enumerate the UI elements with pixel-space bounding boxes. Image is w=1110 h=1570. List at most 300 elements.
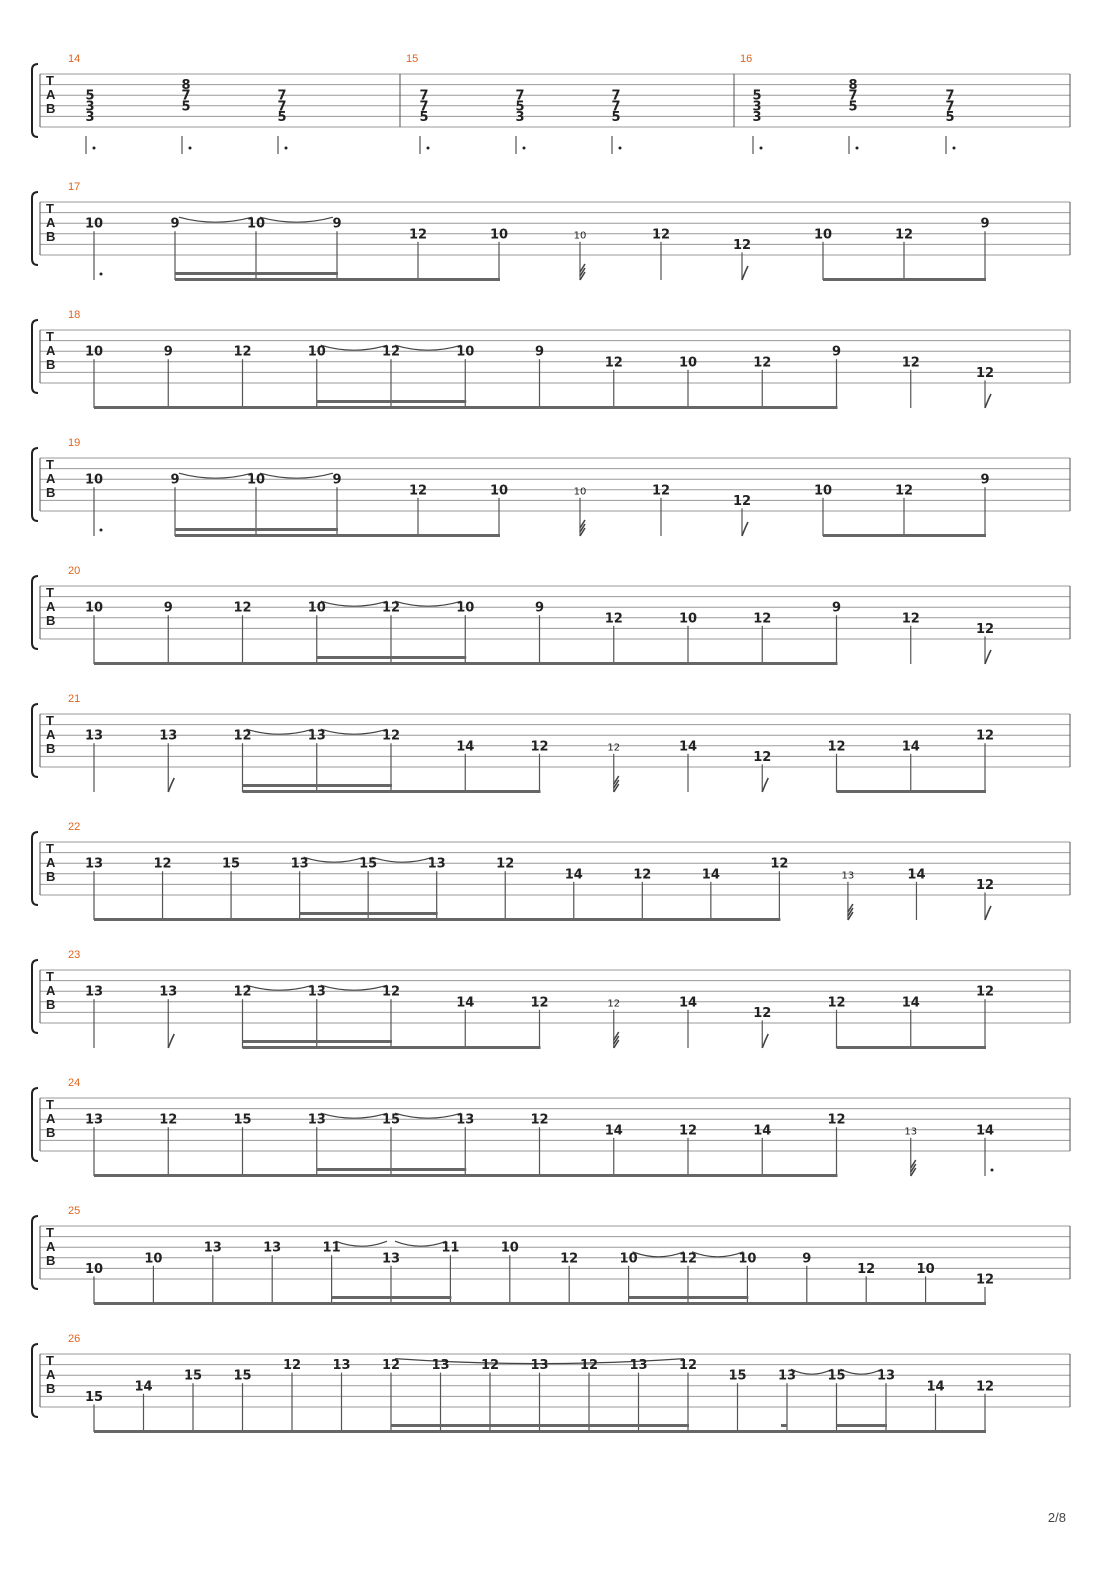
fret-number: 12 <box>827 739 846 755</box>
fret-number: 12 <box>604 355 623 371</box>
system-bracket <box>32 1216 38 1289</box>
beam-primary <box>94 1430 986 1433</box>
fret-number: 14 <box>975 1123 995 1139</box>
tie-arc <box>372 857 433 862</box>
tab-clef-letter: T <box>46 1353 54 1368</box>
measure-number: 20 <box>68 565 81 577</box>
fret-number: 13 <box>431 1358 450 1374</box>
beam-primary <box>243 1046 541 1049</box>
fret-number: 14 <box>456 739 475 755</box>
fret-number: 9 <box>980 216 990 232</box>
measure-number: 22 <box>68 821 81 833</box>
rhythm-dot <box>523 147 526 150</box>
tab-clef-letter: B <box>46 357 56 372</box>
tab-clef-letter: B <box>46 869 56 884</box>
system-bracket <box>32 192 38 265</box>
tie-arc <box>633 1252 684 1257</box>
tie-arc <box>179 473 252 478</box>
fret-number: 10 <box>489 483 509 499</box>
beam-secondary <box>300 912 438 915</box>
tab-system-3 <box>32 309 1070 409</box>
beam-primary <box>243 790 541 793</box>
fret-number: 14 <box>701 867 720 883</box>
fret-number: 9 <box>831 600 842 616</box>
fret-number: 12 <box>975 877 995 893</box>
fret-number: 13 <box>427 856 446 872</box>
tab-clef-letter: T <box>46 457 54 472</box>
fret-number: 7 <box>611 88 621 104</box>
tab-clef-letter: T <box>46 713 54 728</box>
fret-number: 12 <box>827 995 846 1011</box>
fret-number: 11 <box>441 1240 460 1256</box>
beam-stub <box>781 1424 787 1427</box>
fret-number: 13 <box>456 1112 475 1128</box>
fret-number: 13 <box>629 1358 648 1374</box>
fret-number: 10 <box>813 227 833 243</box>
fret-number: 7 <box>945 88 955 104</box>
fret-number: 15 <box>183 1368 203 1384</box>
fret-number: 9 <box>170 472 180 488</box>
system-bracket <box>32 576 38 649</box>
tie-arc <box>395 1113 461 1118</box>
fret-number: 12 <box>857 1261 876 1277</box>
rhythm-dot <box>285 147 288 150</box>
tie-arc <box>304 857 365 862</box>
note-flag <box>762 778 768 792</box>
fret-number: 9 <box>534 600 545 616</box>
rhythm-dot <box>100 273 103 276</box>
tab-clef-letter: A <box>46 1239 56 1254</box>
tab-clef-letter: T <box>46 1225 54 1240</box>
fret-number: 5 <box>945 109 955 125</box>
fret-number: 13 <box>307 1112 326 1128</box>
tab-clef-letter: B <box>46 101 56 116</box>
grace-fret-number: 13 <box>841 870 855 882</box>
fret-number: 12 <box>894 483 914 499</box>
tab-clef-letter: A <box>46 727 56 742</box>
fret-number: 3 <box>752 109 762 125</box>
tie-arc <box>791 1369 833 1374</box>
system-bracket <box>32 448 38 521</box>
beam-secondary <box>317 1168 467 1171</box>
fret-number: 12 <box>975 1379 995 1395</box>
fret-number: 12 <box>579 1358 599 1374</box>
fret-number: 12 <box>975 621 995 637</box>
fret-number: 15 <box>827 1368 846 1384</box>
tie-arc <box>260 473 333 478</box>
tie-arc <box>321 345 387 350</box>
tab-clef-letter: B <box>46 741 56 756</box>
tab-system-8 <box>32 949 1070 1049</box>
fret-number: 12 <box>753 355 772 371</box>
rhythm-dot <box>953 147 956 150</box>
beam-secondary <box>629 1296 749 1299</box>
fret-number: 9 <box>163 344 173 360</box>
fret-number: 14 <box>926 1379 945 1395</box>
measure-number: 15 <box>406 53 419 65</box>
beam-secondary <box>175 528 338 531</box>
beam-primary <box>94 1174 838 1177</box>
fret-number: 12 <box>975 728 995 744</box>
tab-system-11 <box>32 1333 1070 1433</box>
note-flag <box>742 522 748 536</box>
rhythm-dot <box>991 1169 994 1172</box>
fret-number: 5 <box>515 99 525 115</box>
note-flag <box>168 778 174 792</box>
system-bracket <box>32 704 38 777</box>
fret-number: 10 <box>489 227 509 243</box>
tie-arc <box>321 601 387 606</box>
rhythm-dot <box>760 147 763 150</box>
tab-clef-letter: A <box>46 983 56 998</box>
rhythm-dot <box>100 529 103 532</box>
grace-fret-number: 10 <box>573 230 587 242</box>
note-flag <box>985 906 991 920</box>
fret-number: 9 <box>980 472 990 488</box>
fret-number: 12 <box>770 856 789 872</box>
beam-secondary <box>837 1424 888 1427</box>
fret-number: 12 <box>901 355 920 371</box>
fret-number: 13 <box>84 984 104 1000</box>
fret-number: 9 <box>802 1251 812 1267</box>
fret-number: 12 <box>678 1123 698 1139</box>
fret-number: 3 <box>515 109 525 125</box>
fret-number: 15 <box>381 1112 401 1128</box>
fret-number: 12 <box>753 611 772 627</box>
measure-number: 21 <box>68 693 81 705</box>
tab-clef-letter: T <box>46 1097 54 1112</box>
fret-number: 12 <box>530 1112 549 1128</box>
beam-primary <box>94 1302 986 1305</box>
tab-clef-letter: B <box>46 229 56 244</box>
fret-number: 12 <box>408 227 428 243</box>
fret-number: 5 <box>85 88 95 104</box>
fret-number: 12 <box>530 995 549 1011</box>
tie-arc <box>321 1113 387 1118</box>
fret-number: 10 <box>84 472 104 488</box>
fret-number: 13 <box>530 1358 549 1374</box>
tab-system-6 <box>32 693 1070 793</box>
tab-clef-letter: A <box>46 855 56 870</box>
fret-number: 7 <box>611 99 621 115</box>
beam-primary <box>837 790 987 793</box>
grace-fret-number: 12 <box>607 998 621 1010</box>
fret-number: 15 <box>222 856 241 872</box>
fret-number: 9 <box>163 600 173 616</box>
tie-arc <box>841 1369 883 1374</box>
tie-arc <box>247 729 313 734</box>
tab-clef-letter: A <box>46 1367 56 1382</box>
fret-number: 8 <box>848 78 858 94</box>
tab-system-4 <box>32 437 1070 537</box>
tie-arc <box>692 1252 743 1257</box>
tab-system-9 <box>32 1077 1070 1177</box>
fret-number: 12 <box>496 856 515 872</box>
beam-primary <box>823 534 986 537</box>
fret-number: 7 <box>181 88 191 104</box>
tab-clef-letter: B <box>46 1125 56 1140</box>
fret-number: 5 <box>752 88 762 104</box>
fret-number: 13 <box>203 1240 222 1256</box>
fret-number: 10 <box>84 1261 104 1277</box>
measure-number: 14 <box>68 53 81 65</box>
note-flag <box>762 1034 768 1048</box>
tie-arc <box>395 345 461 350</box>
fret-number: 7 <box>848 88 858 104</box>
fret-number: 11 <box>322 1240 341 1256</box>
fret-number: 12 <box>753 1005 772 1021</box>
fret-number: 10 <box>246 472 266 488</box>
rhythm-dot <box>427 147 430 150</box>
beam-primary <box>94 662 838 665</box>
fret-number: 10 <box>307 344 326 360</box>
fret-number: 12 <box>233 344 252 360</box>
tab-clef-letter: T <box>46 969 54 984</box>
fret-number: 14 <box>678 995 698 1011</box>
fret-number: 7 <box>277 88 287 104</box>
tab-clef-letter: A <box>46 215 56 230</box>
beam-primary <box>175 534 500 537</box>
fret-number: 12 <box>408 483 428 499</box>
tab-clef-letter: T <box>46 841 54 856</box>
fret-number: 12 <box>159 1112 178 1128</box>
fret-number: 12 <box>381 344 401 360</box>
tie-arc <box>321 985 387 990</box>
fret-number: 12 <box>678 1358 698 1374</box>
fret-number: 5 <box>611 109 621 125</box>
fret-number: 9 <box>534 344 545 360</box>
fret-number: 12 <box>732 237 752 253</box>
beam-secondary <box>243 784 393 787</box>
rhythm-dot <box>619 147 622 150</box>
fret-number: 12 <box>975 1272 995 1288</box>
fret-number: 12 <box>233 984 252 1000</box>
fret-number: 12 <box>678 1251 698 1267</box>
beam-primary <box>94 918 780 921</box>
fret-number: 5 <box>181 99 191 115</box>
grace-fret-number: 10 <box>573 486 587 498</box>
measure-number: 26 <box>68 1333 81 1345</box>
fret-number: 9 <box>332 472 342 488</box>
beam-secondary <box>332 1296 452 1299</box>
tie-arc <box>395 1241 446 1246</box>
note-flag <box>168 1034 174 1048</box>
fret-number: 12 <box>233 600 252 616</box>
rhythm-dot <box>93 147 96 150</box>
fret-number: 12 <box>233 728 252 744</box>
measure-number: 17 <box>68 181 81 193</box>
fret-number: 14 <box>456 995 475 1011</box>
beam-primary <box>175 278 500 281</box>
fret-number: 13 <box>84 728 104 744</box>
fret-number: 12 <box>651 227 671 243</box>
fret-number: 13 <box>159 728 178 744</box>
fret-number: 10 <box>500 1240 519 1256</box>
grace-fret-number: 12 <box>607 742 621 754</box>
note-flag <box>742 266 748 280</box>
fret-number: 12 <box>381 984 401 1000</box>
fret-number: 10 <box>738 1251 757 1267</box>
tab-clef-letter: B <box>46 485 56 500</box>
fret-number: 10 <box>84 600 104 616</box>
fret-number: 12 <box>732 493 752 509</box>
tab-clef-letter: A <box>46 343 56 358</box>
fret-number: 15 <box>728 1368 747 1384</box>
fret-number: 12 <box>381 1358 401 1374</box>
fret-number: 10 <box>246 216 266 232</box>
fret-number: 12 <box>381 600 401 616</box>
fret-number: 9 <box>831 344 842 360</box>
fret-number: 13 <box>84 1112 104 1128</box>
tab-system-2 <box>32 181 1070 281</box>
fret-number: 10 <box>678 355 698 371</box>
beam-primary <box>94 406 838 409</box>
fret-number: 8 <box>181 78 191 94</box>
note-flag <box>985 650 991 664</box>
system-bracket <box>32 1344 38 1417</box>
fret-number: 10 <box>678 611 698 627</box>
fret-number: 13 <box>307 728 326 744</box>
fret-number: 7 <box>419 99 429 115</box>
fret-number: 13 <box>159 984 178 1000</box>
beam-secondary <box>391 1424 689 1427</box>
tab-clef-letter: B <box>46 1381 56 1396</box>
fret-number: 12 <box>282 1358 302 1374</box>
system-bracket <box>32 320 38 393</box>
tie-arc <box>247 985 313 990</box>
fret-number: 12 <box>604 611 623 627</box>
system-bracket <box>32 832 38 905</box>
fret-number: 12 <box>651 483 671 499</box>
fret-number: 15 <box>84 1389 104 1405</box>
system-bracket <box>32 64 38 137</box>
fret-number: 7 <box>945 99 955 115</box>
fret-number: 3 <box>752 99 762 115</box>
beam-secondary <box>175 272 338 275</box>
measure-number: 16 <box>740 53 753 65</box>
rhythm-dot <box>856 147 859 150</box>
fret-number: 13 <box>263 1240 282 1256</box>
tab-clef-letter: T <box>46 329 54 344</box>
tie-arc <box>321 729 387 734</box>
fret-number: 12 <box>381 728 401 744</box>
fret-number: 9 <box>170 216 180 232</box>
fret-number: 15 <box>233 1112 252 1128</box>
fret-number: 14 <box>907 867 926 883</box>
tie-arc <box>179 217 252 222</box>
fret-number: 12 <box>560 1251 579 1267</box>
fret-number: 14 <box>901 995 920 1011</box>
tab-clef-letter: B <box>46 613 56 628</box>
fret-number: 10 <box>84 216 104 232</box>
tab-clef-letter: B <box>46 1253 56 1268</box>
page-number: 2/8 <box>1047 1510 1066 1525</box>
beam-secondary <box>243 1040 393 1043</box>
fret-number: 10 <box>813 483 833 499</box>
fret-number: 3 <box>85 109 95 125</box>
fret-number: 12 <box>530 739 549 755</box>
grace-fret-number: 13 <box>904 1126 918 1138</box>
fret-number: 13 <box>307 984 326 1000</box>
fret-number: 14 <box>753 1123 772 1139</box>
fret-number: 5 <box>848 99 858 115</box>
fret-number: 14 <box>134 1379 153 1395</box>
fret-number: 7 <box>515 88 525 104</box>
measure-number: 24 <box>68 1077 81 1089</box>
beam-primary <box>823 278 986 281</box>
fret-number: 12 <box>901 611 920 627</box>
measure-number: 25 <box>68 1205 81 1217</box>
fret-number: 13 <box>84 856 104 872</box>
fret-number: 7 <box>277 99 287 115</box>
tab-system-1 <box>32 53 1070 154</box>
fret-number: 10 <box>144 1251 163 1267</box>
fret-number: 5 <box>277 109 287 125</box>
fret-number: 13 <box>290 856 309 872</box>
system-bracket <box>32 1088 38 1161</box>
fret-number: 9 <box>332 216 342 232</box>
tab-clef-letter: T <box>46 73 54 88</box>
measure-number: 23 <box>68 949 81 961</box>
tie-arc <box>260 217 333 222</box>
fret-number: 14 <box>901 739 920 755</box>
fret-number: 13 <box>332 1358 351 1374</box>
tab-system-10 <box>32 1205 1070 1305</box>
fret-number: 10 <box>916 1261 935 1277</box>
tab-system-5 <box>32 565 1070 665</box>
beam-secondary <box>317 656 467 659</box>
fret-number: 12 <box>827 1112 846 1128</box>
note-flag <box>985 394 991 408</box>
beam-secondary <box>317 400 467 403</box>
tab-clef-letter: T <box>46 585 54 600</box>
measure-number: 19 <box>68 437 81 449</box>
fret-number: 10 <box>307 600 326 616</box>
tie-arc <box>395 601 461 606</box>
fret-number: 12 <box>894 227 914 243</box>
fret-number: 12 <box>753 749 772 765</box>
fret-number: 13 <box>381 1251 401 1267</box>
tab-clef-letter: A <box>46 471 56 486</box>
fret-number: 12 <box>153 856 172 872</box>
fret-number: 15 <box>233 1368 252 1384</box>
tab-clef-letter: A <box>46 1111 56 1126</box>
fret-number: 13 <box>777 1368 797 1384</box>
beam-primary <box>837 1046 987 1049</box>
system-bracket <box>32 960 38 1033</box>
fret-number: 12 <box>633 867 652 883</box>
tab-clef-letter: T <box>46 201 54 216</box>
fret-number: 14 <box>564 867 583 883</box>
fret-number: 13 <box>876 1368 896 1384</box>
tab-clef-letter: A <box>46 87 56 102</box>
fret-number: 12 <box>975 984 995 1000</box>
fret-number: 10 <box>456 600 475 616</box>
fret-number: 14 <box>604 1123 623 1139</box>
fret-number: 14 <box>678 739 698 755</box>
fret-number: 12 <box>975 365 995 381</box>
fret-number: 15 <box>359 856 378 872</box>
tab-system-7 <box>32 821 1070 921</box>
fret-number: 5 <box>419 109 429 125</box>
fret-number: 3 <box>85 99 95 115</box>
fret-number: 12 <box>480 1358 500 1374</box>
fret-number: 7 <box>419 88 429 104</box>
tab-clef-letter: A <box>46 599 56 614</box>
tab-clef-letter: B <box>46 997 56 1012</box>
measure-number: 18 <box>68 309 81 321</box>
fret-number: 10 <box>619 1251 638 1267</box>
